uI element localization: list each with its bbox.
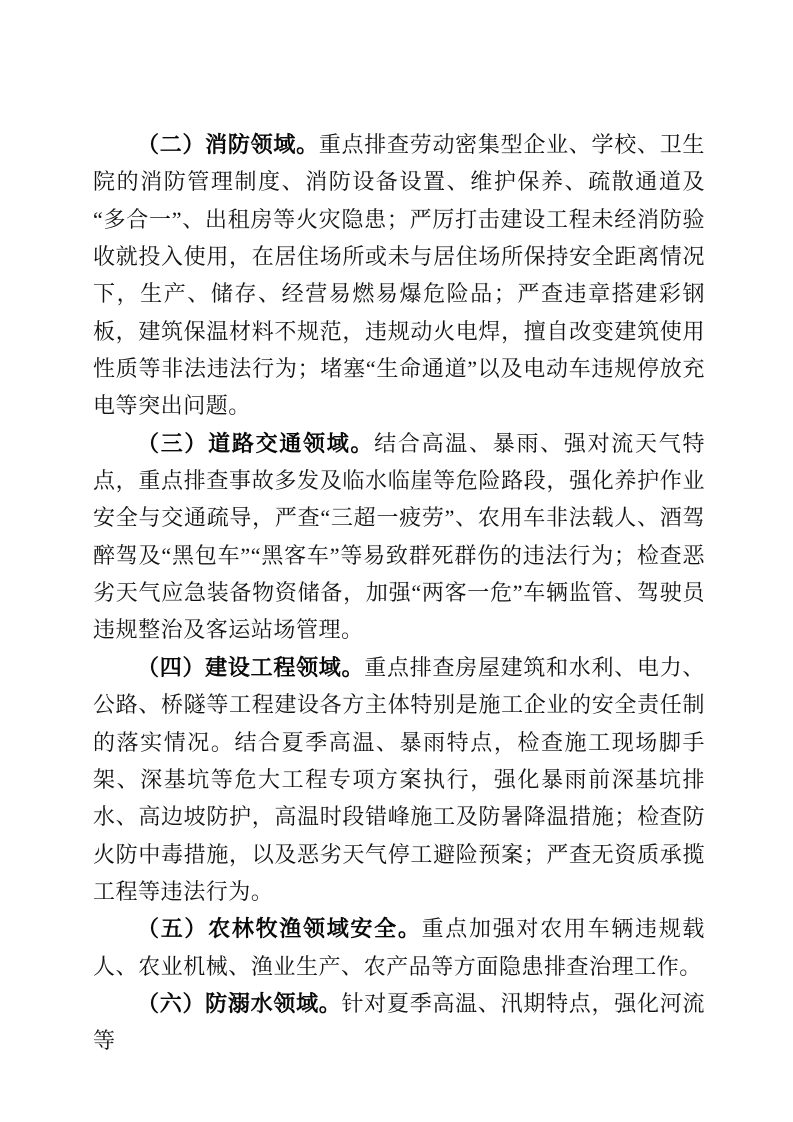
section-construction-heading: （四）建设工程领域。 [137, 654, 365, 680]
section-agriculture [93, 910, 705, 985]
section-fire-safety-body: 重点排查劳动密集型企业、学校、卫生院的消防管理制度、消防设备设置、维护保养、疏散通道及“多合一”、出租房等火灾隐患；严厉打击建设工程未经消防验收就投入使用，在居住场所或未与居住场所保持安全距离情况下，生产、储存、经营易燃易爆危险品；严查违章搭建彩钢板，建筑保温材料不规范，违规动火电焊，擅自改变建筑使用性质等非法违法行为；堵塞“生命通道”以及电动车违规停放充电等突出问题。 [93, 132, 705, 419]
section-construction [93, 649, 705, 910]
section-agriculture-heading: （五）农林牧渔领域安全。 [137, 916, 422, 942]
section-drowning-prevention-heading: （六）防溺水领域。 [137, 990, 342, 1016]
document-text-block [93, 126, 705, 1060]
section-fire-safety [93, 126, 705, 425]
section-road-traffic-body: 结合高温、暴雨、强对流天气特点，重点排查事故多发及临水临崖等危险路段，强化养护作业安全与交通疏导，严查“三超一疲劳”、农用车非法载人、酒驾醉驾及“黑包车”“黑客车”等易致群死群伤的违法行为；检查恶劣天气应急装备物资储备，加强“两客一危”车辆监管、驾驶员违规整治及客运站场管理。 [93, 430, 705, 643]
section-drowning-prevention-body: 针对夏季高温、汛期特点，强化河流等 [93, 990, 705, 1054]
section-road-traffic-heading: （三）道路交通领域。 [137, 430, 375, 456]
section-agriculture-body: 重点加强对农用车辆违规载人、农业机械、渔业生产、农产品等方面隐患排查治理工作。 [93, 916, 705, 979]
section-drowning-prevention [93, 985, 705, 1060]
section-fire-safety-heading: （二）消防领域。 [137, 132, 319, 157]
section-construction-body: 重点排查房屋建筑和水利、电力、公路、桥隧等工程建设各方主体特别是施工企业的安全责任制的落实情况。结合夏季高温、暴雨特点，检查施工现场脚手架、深基坑等危大工程专项方案执行，强化暴雨前深基坑排水、高边坡防护，高温时段错峰施工及防暑降温措施；检查防火防中毒措施，以及恶劣天气停工避险预案；严查无资质承揽工程等违法行为。 [93, 654, 705, 904]
section-road-traffic [93, 425, 705, 649]
